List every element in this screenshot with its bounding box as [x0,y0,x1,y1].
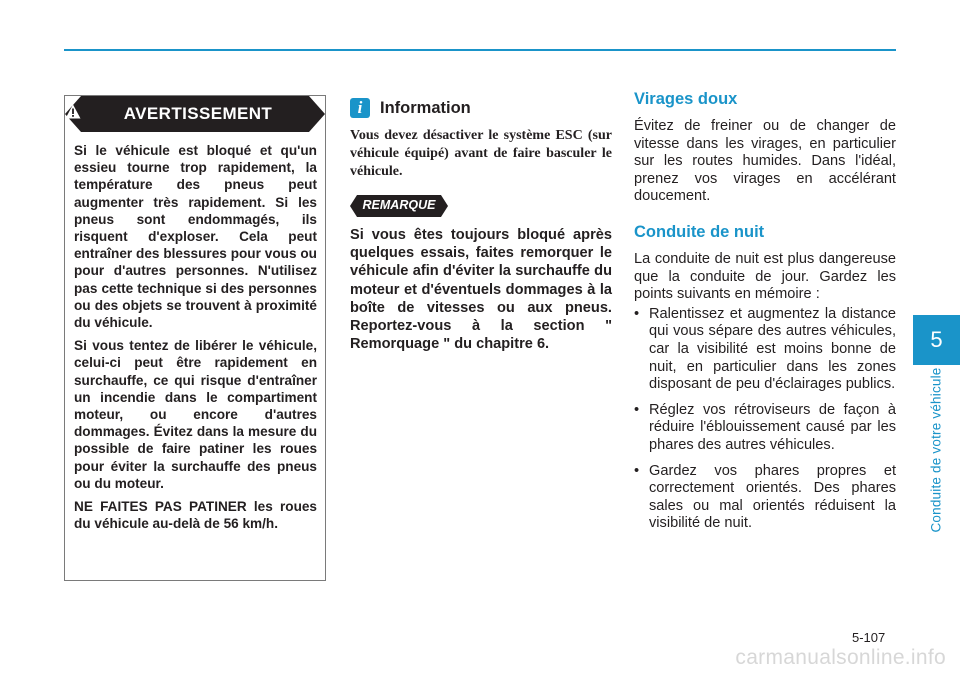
list-item: • Gardez vos phares propres et correctement orientés. Des phares sales ou mal orientés réduisent la visibilité de nuit. [634,463,896,533]
top-rule [64,49,896,51]
note-label: REMARQUE [362,198,436,212]
warning-paragraph: NE FAITES PAS PATINER les roues du véhicule au-delà de 56 km/h. [74,499,317,532]
warning-paragraph: Si vous tentez de libérer le véhicule, celui-ci peut être rapidement en surchauffe, ce qui risque d'entraîner un incendie dans le compartiment moteur, ou encore d'autres dommages. Évitez dans la mesure du possible de faire patiner les roues pour éviter la surchauffe des pneus ou du moteur. [74,338,317,491]
chapter-number: 5 [930,327,943,352]
information-section [350,95,612,353]
warning-box [64,95,326,581]
info-icon: i [350,98,370,118]
list-item: • Ralentissez et augmentez la distance qui vous sépare des autres véhicules, car la visibilité est moins bonne de nuit, en particulier dans les zones disposant de peu d'éclairages publics. [634,306,896,394]
night-driving-intro: La conduite de nuit est plus dangereuse que la conduite de jour. Gardez les points suivants en mémoire : [634,250,896,303]
driving-tips-column [634,90,896,541]
information-heading [350,95,612,121]
note-text: Si vous êtes toujours bloqué après quelques essais, faites remorquer le véhicule afin d'éviter la surchauffe du moteur et d'éventuels dommages à la boîte de vitesses ou aux pneus. Reportez-vous à la section " Remorquage " du chapitre 6. [350,227,612,353]
list-item: • Réglez vos rétroviseurs de façon à réduire l'éblouissement causé par les phares des autres véhicules. [634,402,896,455]
smooth-turns-text: Évitez de freiner ou de changer de vitesse dans les virages, en particulier sur les routes humides. Dans l'idéal, prenez vos virages en accélérant doucement. [634,118,896,205]
warning-title: AVERTISSEMENT [123,104,273,123]
warning-header [65,96,325,132]
chapter-number-tab[interactable] [913,315,960,365]
page-number: 5-107 [852,630,886,645]
warning-body [74,142,317,538]
information-title: Information [380,98,471,117]
section-title-smooth-turns: Virages doux [634,90,738,108]
night-driving-list [634,306,896,533]
note-badge [350,195,448,217]
section-title-night-driving: Conduite de nuit [634,222,765,241]
chapter-title: Conduite de votre véhicule [928,367,944,533]
warning-paragraph: Si le véhicule est bloqué et qu'un essieu tourne trop rapidement, la température des pneus peut augmenter très rapidement. Si les pneus sont endommagés, ils risquent d'exploser. Cela peut entraîner des blessures pour vous ou pour d'autres personnes. N'utilisez pas cette technique si des personnes ou des objets se trouvent à proximité du véhicule. [74,143,317,331]
watermark: carmanualsonline.info [735,646,946,669]
information-text: Vous devez désactiver le système ESC (sur véhicule équipé) avant de faire basculer le véhicule. [350,128,612,179]
